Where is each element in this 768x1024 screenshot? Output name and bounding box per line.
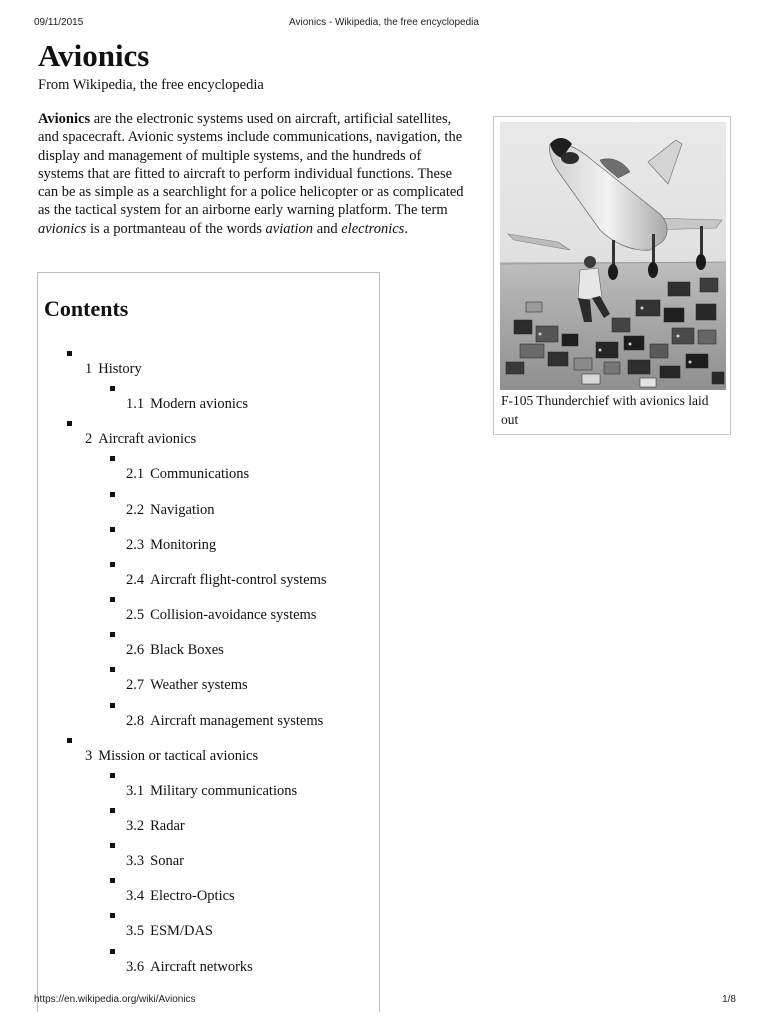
print-date: 09/11/2015 xyxy=(34,17,84,28)
toc-number: 2.1 xyxy=(126,466,145,483)
toc-link-2-6[interactable] xyxy=(126,641,224,659)
intro-italic-term: electronics xyxy=(341,220,405,237)
toc-text: Aircraft avionics xyxy=(98,431,197,448)
toc-number: 3.2 xyxy=(126,817,145,834)
print-header-title: Avionics - Wikipedia, the free encyclopedia xyxy=(289,17,479,28)
page-tagline: From Wikipedia, the free encyclopedia xyxy=(38,77,264,93)
toc-number: 2.8 xyxy=(126,712,145,729)
toc-bullet xyxy=(110,386,115,391)
toc-text: Electro-Optics xyxy=(150,888,235,905)
footer-page-number: 1/8 xyxy=(722,994,736,1005)
toc-text: Radar xyxy=(150,817,185,834)
toc-link-3[interactable] xyxy=(85,747,258,765)
toc-number: 2.6 xyxy=(126,642,145,659)
intro-text: and xyxy=(313,220,342,237)
toc-bullet xyxy=(67,738,72,743)
toc-text: Weather systems xyxy=(150,677,248,694)
table-of-contents xyxy=(37,272,380,1012)
toc-number: 3.6 xyxy=(126,958,145,975)
toc-link-3-6[interactable] xyxy=(126,958,253,976)
toc-link-3-2[interactable] xyxy=(126,817,185,835)
toc-text: Modern avionics xyxy=(150,396,248,413)
toc-title: Contents xyxy=(44,296,129,321)
toc-link-2-1[interactable] xyxy=(126,465,249,483)
infobox xyxy=(493,116,731,435)
toc-link-2-7[interactable] xyxy=(126,676,248,694)
intro-italic-term: avionics xyxy=(38,220,87,237)
toc-bullet xyxy=(110,773,115,778)
page-title: Avionics xyxy=(38,38,150,73)
toc-number: 2.4 xyxy=(126,571,145,588)
toc-text: Military communications xyxy=(150,782,298,799)
toc-link-3-1[interactable] xyxy=(126,782,297,800)
toc-text: Aircraft flight-control systems xyxy=(150,571,327,588)
toc-bullet xyxy=(67,351,72,356)
toc-text: Navigation xyxy=(150,501,215,518)
toc-text: Communications xyxy=(150,466,250,483)
toc-link-2-3[interactable] xyxy=(126,536,216,554)
aircraft-photo[interactable] xyxy=(500,122,726,390)
toc-list xyxy=(38,273,381,1013)
toc-text: Aircraft management systems xyxy=(150,712,324,729)
toc-number: 1.1 xyxy=(126,396,145,413)
toc-text: Black Boxes xyxy=(150,642,224,659)
toc-bullet xyxy=(110,527,115,532)
toc-link-2-5[interactable] xyxy=(126,606,316,624)
toc-bullet xyxy=(110,808,115,813)
toc-link-1-1[interactable] xyxy=(126,395,248,413)
intro-italic-term: aviation xyxy=(265,220,314,237)
toc-text: History xyxy=(98,361,142,377)
toc-number: 2 xyxy=(85,431,93,448)
toc-link-1[interactable] xyxy=(85,360,142,378)
intro-text: is a portmanteau of the words xyxy=(86,220,266,237)
intro-text: are the electronic systems used on aircraft, artificial satellites, and spacecraft. Avionic systems include communications, navigation, the display and management of multiple systems, and the hundreds of systems that are fitted to aircraft to perform individual functions. These can be as simple as a searchlight for a police helicopter or as complicated as the tactical system for an airborne early warning platform. The term xyxy=(38,111,464,219)
toc-link-2-4[interactable] xyxy=(126,571,327,589)
toc-text: Mission or tactical avionics xyxy=(98,747,259,764)
toc-bullet xyxy=(110,878,115,883)
toc-number: 2.5 xyxy=(126,607,145,624)
toc-link-2-2[interactable] xyxy=(126,501,215,519)
toc-number: 1 xyxy=(85,361,93,377)
toc-bullet xyxy=(110,667,115,672)
toc-bullet xyxy=(110,703,115,708)
toc-text: Monitoring xyxy=(150,536,217,553)
toc-bullet xyxy=(110,949,115,954)
toc-link-2-8[interactable] xyxy=(126,712,323,730)
toc-number: 2.7 xyxy=(126,677,145,694)
toc-bullet xyxy=(110,492,115,497)
toc-number: 2.2 xyxy=(126,501,145,518)
toc-link-2[interactable] xyxy=(85,430,196,448)
toc-number: 3.3 xyxy=(126,853,145,870)
toc-number: 3.1 xyxy=(126,782,145,799)
toc-bullet xyxy=(110,456,115,461)
toc-bullet xyxy=(110,843,115,848)
intro-text: . xyxy=(404,220,408,237)
toc-text: Sonar xyxy=(150,853,184,870)
toc-number: 3.5 xyxy=(126,923,145,940)
toc-bullet xyxy=(110,597,115,602)
toc-text: Aircraft networks xyxy=(150,958,253,975)
toc-number: 3.4 xyxy=(126,888,145,905)
intro-paragraph xyxy=(38,110,470,238)
toc-number: 3 xyxy=(85,747,93,764)
intro-bold-term: Avionics xyxy=(38,111,91,127)
toc-link-3-5[interactable] xyxy=(126,922,213,940)
toc-link-3-4[interactable] xyxy=(126,887,235,905)
figure-caption: F-105 Thunderchief with avionics laid out xyxy=(501,393,709,427)
toc-link-3-3[interactable] xyxy=(126,852,184,870)
toc-bullet xyxy=(110,913,115,918)
toc-text: Collision-avoidance systems xyxy=(150,607,317,624)
toc-bullet xyxy=(67,421,72,426)
toc-text: ESM/DAS xyxy=(150,923,213,940)
toc-bullet xyxy=(110,562,115,567)
toc-bullet xyxy=(110,632,115,637)
toc-number: 2.3 xyxy=(126,536,145,553)
footer-url: https://en.wikipedia.org/wiki/Avionics xyxy=(34,994,196,1005)
